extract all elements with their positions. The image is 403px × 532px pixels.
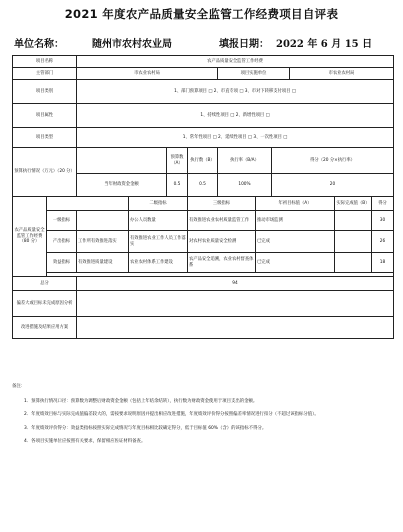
fin-label: 当年财政资金金额 (77, 174, 167, 197)
r2-actual: 已完成 (256, 231, 335, 253)
table-row (13, 148, 394, 174)
table-row (13, 68, 394, 80)
r3-target: 农产品安全追溯，农业农村督查体系 (188, 253, 256, 273)
fin-budget: 0.5 (167, 174, 188, 197)
table-row (13, 231, 394, 253)
h-target: 年初目标值（A） (256, 197, 335, 211)
h-actual: 实际完成值（B） (335, 197, 372, 211)
table-row (13, 291, 394, 317)
r2-score: 26 (372, 231, 394, 253)
impl-unit-label: 项目实施单位 (218, 68, 290, 80)
total-value: 94 (77, 277, 394, 291)
h-lvl3: 三级指标 (188, 197, 256, 211)
r1-target: 有效推进农业农村质量监管工作 (188, 211, 256, 231)
table-row (13, 56, 394, 68)
note-item: 2．年度绩效目标与实际完成值偏差较大的，需按要求说明原因并提出相应改进措施，年度绩效评价得分按照偏差率情况进行扣分（不超过该指标分值）。 (24, 412, 319, 418)
table-row (13, 253, 394, 273)
type-value: 1、常年性项目 □ 2、延续性项目 □ 3、一次性项目 □ (77, 128, 394, 148)
attribute-value: 1、持续性项目 □ 2、新增性项目 □ (77, 104, 394, 128)
fin-score: 20 (272, 174, 394, 197)
r2-lvl2: 工作所有效推进落实 (77, 231, 129, 253)
evaluation-table (12, 55, 394, 339)
note-item: 3．年度绩效评价得分：效益类指标按照实际完成情况与年度目标相比较确定得分，低于目标值 60%（含）的该指标不得分。 (24, 425, 267, 431)
h-lvl2: 二级指标 (129, 197, 188, 211)
fin-rate: 100% (218, 174, 272, 197)
notes-section (12, 384, 393, 453)
measures-label: 改进措施及结果应用方案 (13, 317, 77, 339)
r1-lvl3: 办公人员数量 (129, 211, 188, 231)
unit-info-line (14, 35, 394, 51)
note-item: 1．预算执行情况口径：预算数为调整后财政资金金额（包括上年结余结转），执行数为财政资金使用于项目支出的金额。 (24, 398, 258, 404)
unit-name-value: 随州市农村农业局 (92, 39, 172, 50)
notes-head: 备注： (12, 384, 26, 389)
r3-lvl2: 有效推进质量建设 (77, 253, 129, 273)
r1-score: 30 (372, 211, 394, 231)
dept-value: 市农业农村局 (77, 68, 218, 80)
blank-cell (47, 197, 129, 211)
r1-actual: 推动市场监测 (256, 211, 335, 231)
r3-score: 18 (372, 253, 394, 273)
table-row (13, 277, 394, 291)
table-row (13, 80, 394, 104)
table-row (13, 317, 394, 339)
measures-value (77, 317, 394, 339)
category-value: 1、部门预算项目 □ 2、市直专项 □ 3、市对下转移支付项目 □ (77, 80, 394, 104)
col-score: 得分（20 分×执行率） (272, 148, 394, 174)
category-label: 项目类别 (13, 80, 77, 104)
problem-label: 偏差大或目标未完成原因分析 (13, 291, 77, 317)
perf-label: 农产品质量安全监管工作经费（80 分） (13, 197, 47, 277)
funds-blank (77, 148, 167, 174)
r2-target: 对农村农业质量安全检测 (188, 231, 256, 253)
note-item: 4．各项目实施单位应按照有关要求，保留相应佐证材料备查。 (24, 439, 146, 445)
funds-label: 预算执行情况（万元）（20 分） (13, 148, 77, 197)
output-label: 产出指标 (47, 231, 77, 253)
h-score: 得分 (372, 197, 394, 211)
benefit-label: 效益指标 (47, 253, 77, 273)
unit-name-label: 单位名称： (14, 39, 64, 50)
total-label: 总分 (13, 277, 77, 291)
project-name-value: 农产品质量安全监管工作经费 (77, 56, 394, 68)
attribute-label: 项目属性 (13, 104, 77, 128)
table-row (13, 211, 394, 231)
col-rate: 执行率（B/A） (218, 148, 272, 174)
r2-actual-blank (335, 231, 372, 253)
table-row (13, 128, 394, 148)
table-row (13, 104, 394, 128)
col-exec: 执行数（B） (188, 148, 218, 174)
impl-unit-value: 市农业农村局 (290, 68, 394, 80)
project-name-label: 项目名称 (13, 56, 77, 68)
r3-actual: 已完成 (256, 253, 335, 273)
report-date-value: 2022 年 6 月 15 日 (276, 39, 373, 50)
r2-lvl3: 有效推进农业工作人员工作落实 (129, 231, 188, 253)
col-budget: 预算数（A） (167, 148, 188, 174)
fin-exec: 0.5 (188, 174, 218, 197)
r3-actual-blank (335, 253, 372, 273)
table-row (13, 197, 394, 211)
type-label: 项目类型 (13, 128, 77, 148)
page-title: 2021 年度农产品质量安全监管工作经费项目自评表 (64, 7, 339, 21)
h-lvl1: 一级指标 (47, 211, 77, 231)
r3-lvl3: 农业农村体系工作建设 (129, 253, 188, 273)
problem-value (77, 291, 394, 317)
r1-lvl2 (77, 211, 129, 231)
dept-label: 主管部门 (13, 68, 77, 80)
r1-actual-blank (335, 211, 372, 231)
report-date-label: 填报日期： (219, 39, 269, 50)
